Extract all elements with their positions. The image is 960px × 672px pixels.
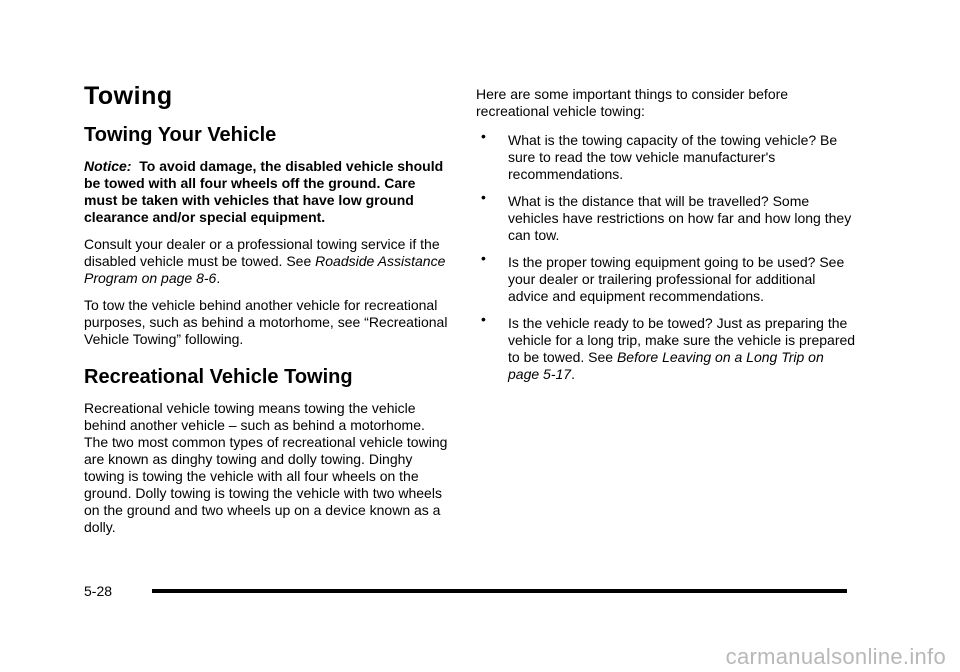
recreational-towing-paragraph: Recreational vehicle towing means towing the vehicle behind another vehicle – such as behind a motorhome. The two most common types of recreational vehicle towing are known as dinghy towing and dolly towing. Dinghy towing is towing the vehicle with all four wheels on the ground. Dolly towing is towing the vehicle with two wheels on the ground and two wheels up on a device known as a dolly. <box>84 400 448 535</box>
considerations-list <box>476 128 856 383</box>
roadside-assistance-reference: Roadside Assistance Program on page 8-6 <box>84 253 446 286</box>
footer-divider <box>152 589 847 593</box>
consult-dealer-paragraph <box>84 236 452 287</box>
bullet-icon: • <box>481 311 486 327</box>
subheading-recreational-vehicle-towing: Recreational Vehicle Towing <box>84 366 353 388</box>
right-column <box>476 86 856 393</box>
recreational-purposes-paragraph: To tow the vehicle behind another vehicle for recreational purposes, such as behind a motorhome, see “Recreational Vehicle Towing” following. <box>84 297 448 347</box>
bullet-icon: • <box>481 189 486 205</box>
page-number: 5-28 <box>84 583 113 599</box>
list-item-end: . <box>571 366 575 382</box>
list-item <box>476 128 856 183</box>
considerations-intro: Here are some important things to consider before recreational vehicle towing: <box>476 86 789 119</box>
consult-dealer-end: . <box>216 270 221 286</box>
list-item-text: What is the towing capacity of the towing vehicle? Be sure to read the tow vehicle manufacturer's recommendations. <box>508 132 838 182</box>
bullet-icon: • <box>481 250 486 266</box>
watermark-text: carmanualsonline.info <box>725 644 946 669</box>
before-leaving-reference: Before Leaving on a Long Trip on page 5-17 <box>508 349 824 382</box>
notice-text: To avoid damage, the disabled vehicle should be towed with all four wheels off the ground. Care must be taken with vehicles that have low ground clearance and/or special equipment. <box>84 158 444 225</box>
list-item <box>476 250 856 305</box>
subheading-towing-your-vehicle: Towing Your Vehicle <box>84 124 277 146</box>
list-item-text: Is the proper towing equipment going to be used? See your dealer or trailering professional for additional advice and equipment recommendations. <box>508 254 845 304</box>
list-item-text: Is the vehicle ready to be towed? Just as preparing the vehicle for a long trip, make sure the vehicle is prepared to be towed. See <box>508 315 856 365</box>
list-item-text: What is the distance that will be travelled? Some vehicles have restrictions on how far and how long they can tow. <box>508 193 852 243</box>
list-item <box>476 311 856 383</box>
notice-paragraph <box>84 158 452 226</box>
section-heading-towing: Towing <box>84 82 173 110</box>
left-column <box>84 80 452 546</box>
bullet-icon: • <box>481 128 486 144</box>
consult-dealer-text: Consult your dealer or a professional towing service if the disabled vehicle must be towed. See <box>84 236 440 269</box>
notice-label: Notice: <box>84 158 132 174</box>
list-item <box>476 189 856 244</box>
